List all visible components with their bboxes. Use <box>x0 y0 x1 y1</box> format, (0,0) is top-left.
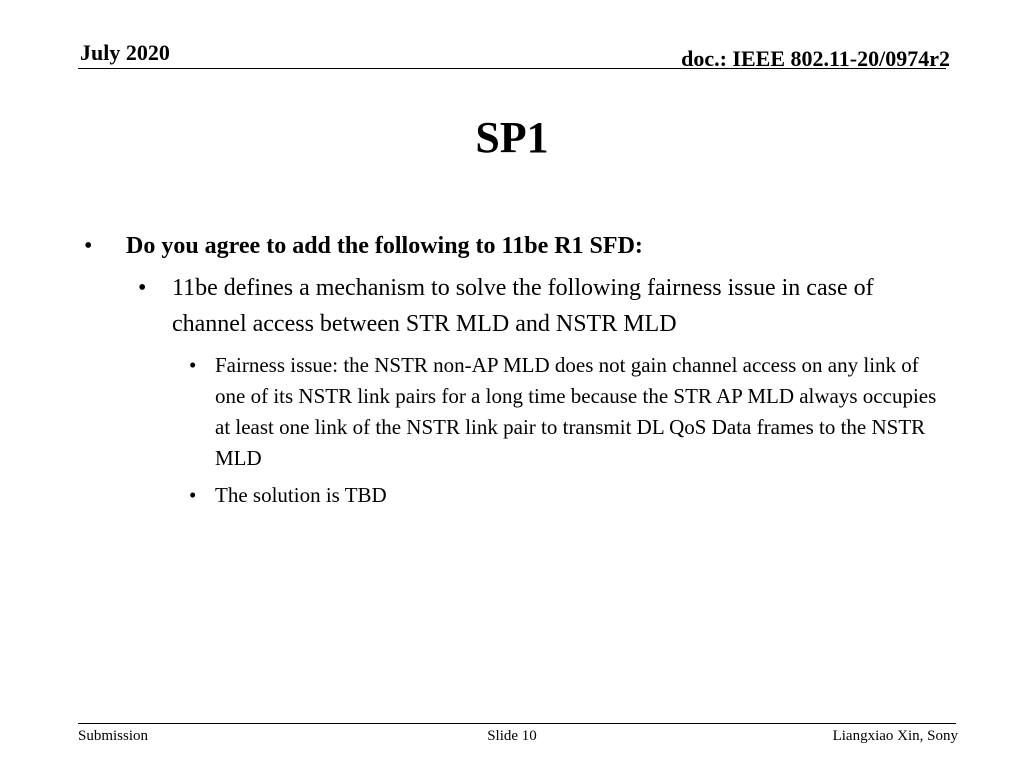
footer-slide-number: Slide 10 <box>487 728 537 744</box>
footer-author: Liangxiao Xin, Sony <box>832 728 958 744</box>
bullet-dot: • <box>189 353 197 377</box>
subitem-text: Fairness issue: the NSTR non-AP MLD does not gain channel access on any link of one of its NSTR link pairs for a long time because the STR AP MLD always occupies at least one link of the NSTR link pair to transmit DL QoS Data frames to the NSTR MLD <box>215 353 937 470</box>
header-date: July 2020 <box>80 40 170 65</box>
header-doc-id: doc.: IEEE 802.11-20/0974r2 <box>681 46 950 71</box>
slide-title: SP1 <box>475 113 549 162</box>
header-rule <box>78 68 946 69</box>
item-text: 11be defines a mechanism to solve the following fairness issue in case of channel access between STR MLD and NSTR MLD <box>172 275 874 337</box>
bullet-dot: • <box>189 483 197 507</box>
footer-rule <box>78 723 956 724</box>
slide-body <box>80 228 960 511</box>
bullet-dot: • <box>138 275 147 301</box>
bullet-level-1 <box>80 228 960 264</box>
footer-submission: Submission <box>78 728 149 744</box>
question-text: Do you agree to add the following to 11be R1 SFD: <box>126 233 643 259</box>
subitem-text: The solution is TBD <box>215 483 387 507</box>
bullet-level-3 <box>189 480 945 511</box>
bullet-level-2 <box>138 270 932 342</box>
bullet-dot: • <box>84 233 93 259</box>
bullet-level-3 <box>189 350 945 474</box>
